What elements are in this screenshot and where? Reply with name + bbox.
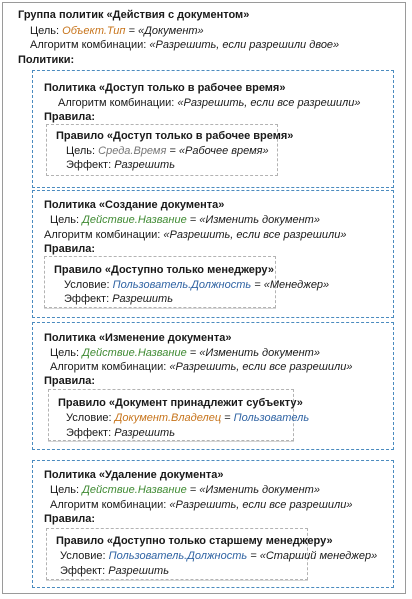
rule-effect	[66, 426, 175, 440]
rule-condition	[66, 144, 269, 158]
rule-effect-label: Эффект:	[64, 293, 110, 305]
group-target-value: «Документ»	[138, 25, 204, 37]
rule-condition-value: Пользователь	[233, 412, 310, 424]
group-title: Группа политик «Действия с документом»	[18, 9, 250, 21]
group-target-op: =	[125, 25, 138, 37]
rules-label: Правила:	[44, 243, 96, 255]
rule-condition	[64, 278, 329, 292]
rule-effect	[66, 158, 175, 172]
group-target-attr: Объект.Тип	[62, 25, 126, 37]
rules-label: Правила:	[44, 513, 96, 525]
policy-title: Политика «Доступ только в рабочее время»	[44, 82, 286, 94]
rule-condition-attr: Пользователь.Должность	[112, 279, 252, 291]
group-target-label: Цель:	[30, 25, 60, 37]
rule-effect-label: Эффект:	[66, 159, 112, 171]
rule-effect-value: Разрешить	[108, 565, 169, 577]
rule-condition-value: «Рабочее время»	[178, 145, 269, 157]
rule-effect-value: Разрешить	[114, 427, 175, 439]
policy-target-op: =	[186, 214, 200, 226]
rule-title: Правило «Доступно только менеджеру»	[54, 264, 274, 276]
rule-title: Правило «Доступ только в рабочее время»	[56, 130, 294, 142]
policy-target-attr: Действие.Название	[82, 484, 187, 496]
rule-condition-op: =	[221, 412, 234, 424]
policy-algorithm-label: Алгоритм комбинации:	[50, 499, 167, 511]
rule-title: Правило «Доступно только старшему менеджеру»	[56, 535, 333, 547]
rule-condition-op: =	[247, 550, 260, 562]
policy-algorithm	[50, 498, 352, 512]
rules-label: Правила:	[44, 375, 96, 387]
policy-algorithm-value: «Разрешить, если все разрешили»	[163, 229, 347, 241]
rule-condition-value: «Менеджер»	[263, 279, 330, 291]
rule-effect-value: Разрешить	[114, 159, 175, 171]
policy-target	[50, 346, 320, 360]
rules-label: Правила:	[44, 111, 96, 123]
policy-algorithm	[50, 360, 352, 374]
policy-title: Политика «Создание документа»	[44, 199, 225, 211]
policy-target-label: Цель:	[50, 484, 80, 496]
policy-algorithm-label: Алгоритм комбинации:	[50, 361, 167, 373]
group-algorithm	[30, 38, 339, 52]
rule-condition-label: Цель:	[66, 145, 96, 157]
rule-condition-op: =	[251, 279, 264, 291]
rule-condition-label: Условие:	[64, 279, 110, 291]
policy-algorithm-label: Алгоритм комбинации:	[58, 97, 175, 109]
policy-target-attr: Действие.Название	[82, 214, 187, 226]
rule-effect	[60, 564, 169, 578]
policy-algorithm-label: Алгоритм комбинации:	[44, 229, 161, 241]
rule-title: Правило «Документ принадлежит субъекту»	[58, 397, 303, 409]
rule-condition-attr: Пользователь.Должность	[108, 550, 248, 562]
policy-target-value: «Изменить документ»	[199, 347, 320, 359]
rule-effect	[64, 292, 173, 306]
rule-condition-label: Условие:	[60, 550, 106, 562]
rule-condition-label: Условие:	[66, 412, 112, 424]
policy-target-label: Цель:	[50, 347, 80, 359]
policy-algorithm	[58, 96, 360, 110]
rule-effect-label: Эффект:	[66, 427, 112, 439]
policy-title: Политика «Удаление документа»	[44, 469, 224, 481]
rule-condition-attr: Среда.Время	[98, 145, 167, 157]
policy-target-value: «Изменить документ»	[199, 214, 320, 226]
policy-algorithm	[44, 228, 346, 242]
rule-condition	[60, 549, 377, 563]
policy-target-op: =	[186, 484, 200, 496]
policy-target	[50, 213, 320, 227]
group-algorithm-label: Алгоритм комбинации:	[30, 39, 147, 51]
group-target	[30, 24, 204, 38]
policy-target-value: «Изменить документ»	[199, 484, 320, 496]
policy-algorithm-value: «Разрешить, если все разрешили»	[169, 361, 353, 373]
policy-title: Политика «Изменение документа»	[44, 332, 232, 344]
group-algorithm-value: «Разрешить, если разрешили двое»	[149, 39, 340, 51]
rule-condition-value: «Старший менеджер»	[259, 550, 378, 562]
policy-target	[50, 483, 320, 497]
policy-target-op: =	[186, 347, 200, 359]
rule-condition-op: =	[166, 145, 179, 157]
policy-algorithm-value: «Разрешить, если все разрешили»	[177, 97, 361, 109]
rule-effect-value: Разрешить	[112, 293, 173, 305]
rule-effect-label: Эффект:	[60, 565, 106, 577]
rule-condition	[66, 411, 309, 425]
rule-condition-attr: Документ.Владелец	[114, 412, 222, 424]
policy-target-attr: Действие.Название	[82, 347, 187, 359]
policy-target-label: Цель:	[50, 214, 80, 226]
policies-label: Политики:	[18, 54, 75, 66]
policy-algorithm-value: «Разрешить, если все разрешили»	[169, 499, 353, 511]
